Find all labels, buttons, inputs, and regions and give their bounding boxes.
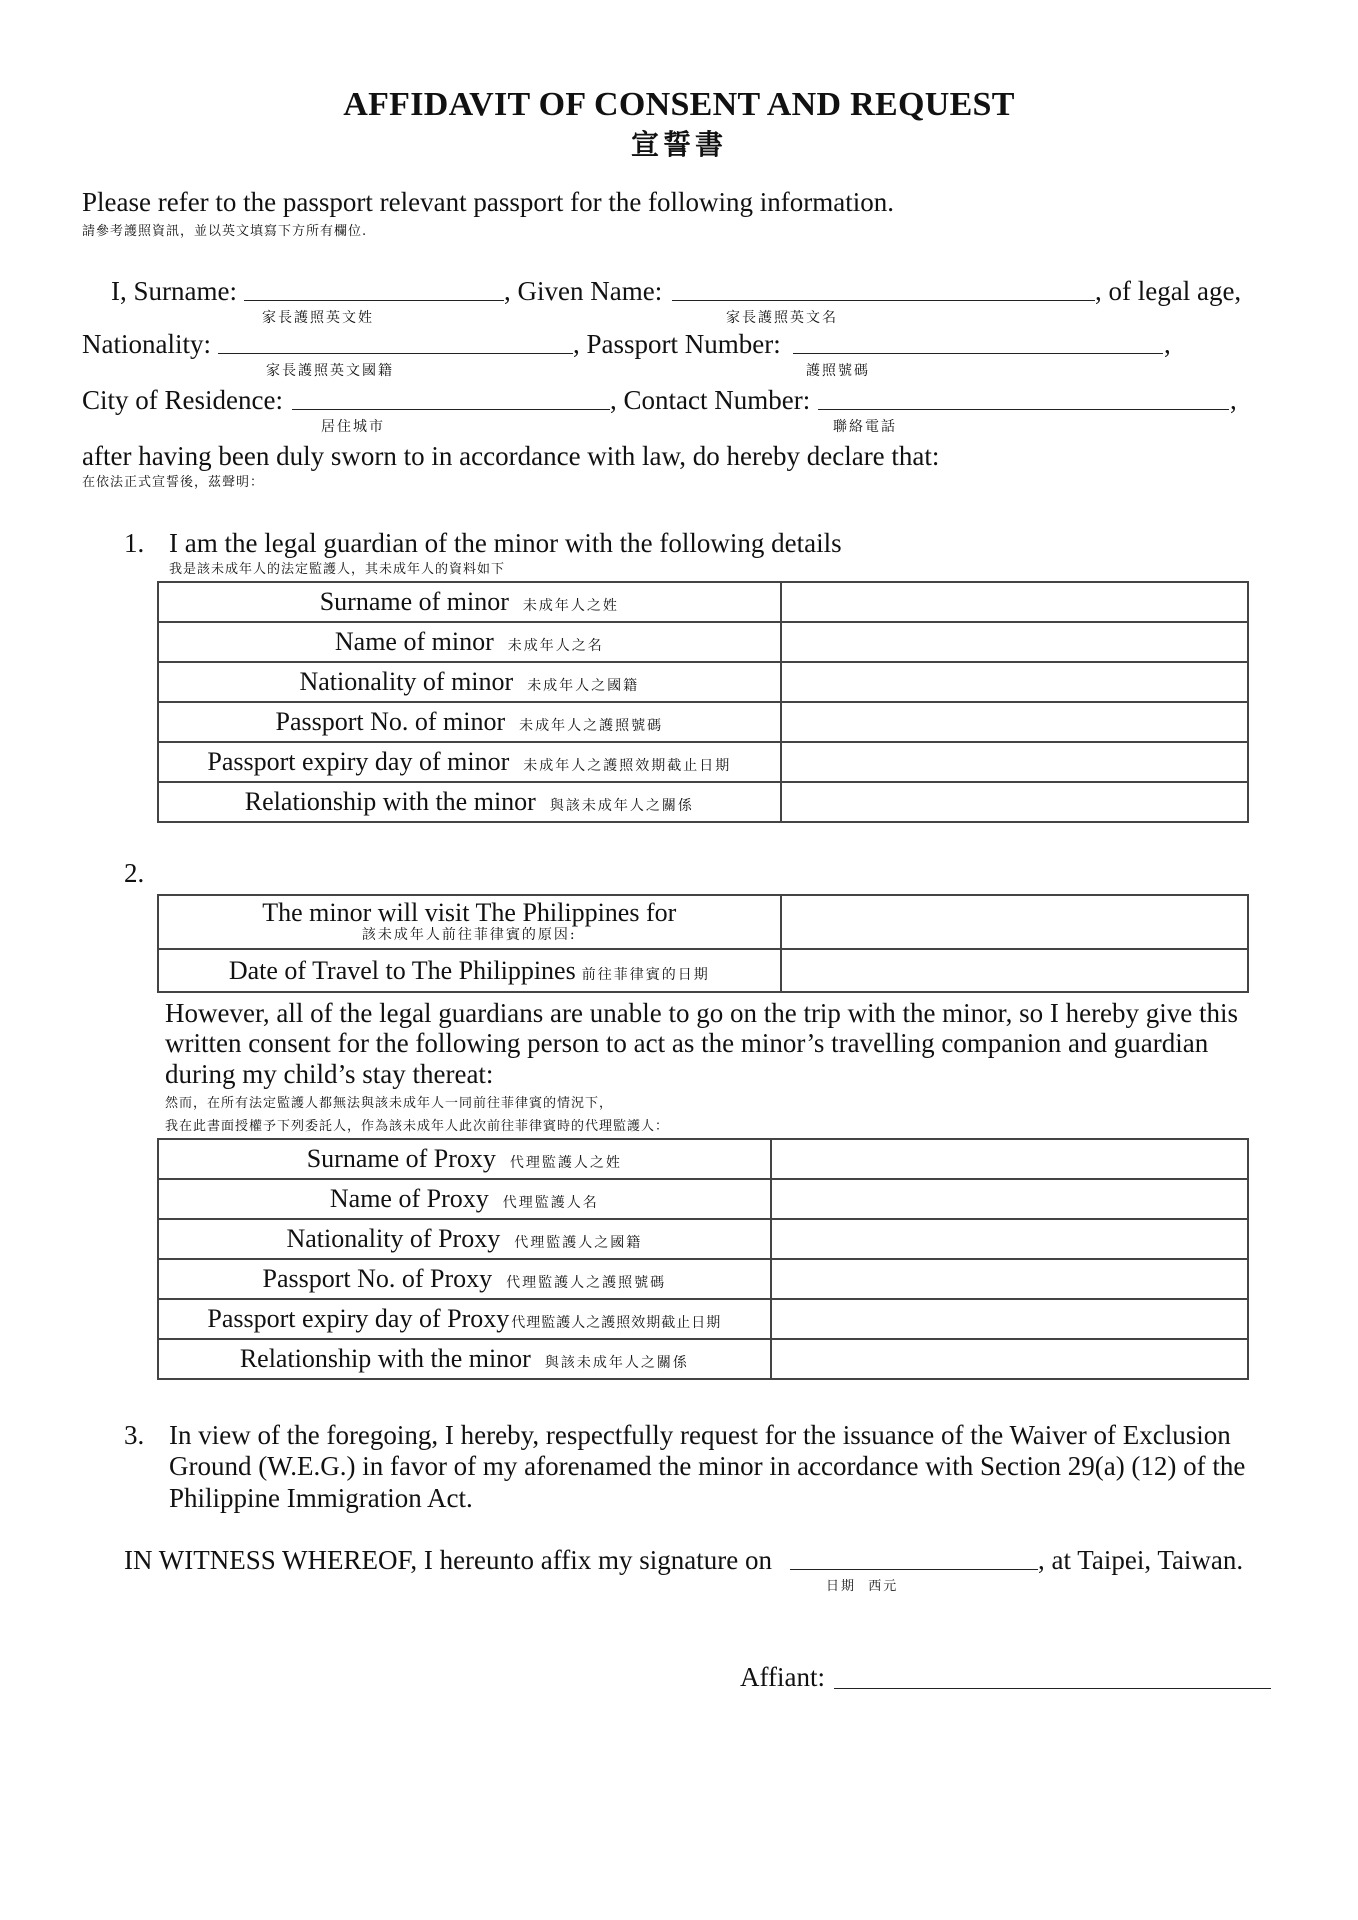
label-en: Nationality of Proxy <box>286 1224 501 1253</box>
affiant-signature-field[interactable] <box>834 1688 1271 1689</box>
label-zh: 與該未成年人之關係 <box>544 1355 689 1371</box>
sworn-statement-zh: 在依法正式宣誓後，茲聲明： <box>82 475 265 490</box>
proxy-relationship-input[interactable] <box>771 1339 1248 1379</box>
witness-place: , at Taipei, Taiwan. <box>1038 1545 1244 1575</box>
affiant-label: Affiant: <box>740 1662 825 1692</box>
label-en: Name of Proxy <box>329 1184 489 1213</box>
given-name-hint: 家長護照英文名 <box>726 310 838 326</box>
instruction-text: Please refer to the passport relevant passport for the following information. <box>82 187 895 217</box>
row-label <box>158 582 781 622</box>
signature-date-hint: 日期 西元 <box>826 1579 899 1594</box>
minor-passport-expiry-input[interactable] <box>781 742 1248 782</box>
row-label <box>158 895 781 949</box>
surname-label: I, Surname: <box>111 276 237 306</box>
label-en: Relationship with the minor <box>244 787 536 816</box>
contact-number-hint: 聯絡電話 <box>833 419 897 435</box>
passport-number-hint: 護照號碼 <box>806 363 870 379</box>
table-row <box>158 782 1248 822</box>
label-en: Passport No. of Proxy <box>262 1264 493 1293</box>
label-en: Passport No. of minor <box>275 707 506 736</box>
table-row <box>158 949 1248 992</box>
section1-text: I am the legal guardian of the minor with the following details <box>169 528 842 558</box>
label-zh: 未成年人之國籍 <box>527 678 640 694</box>
table-row <box>158 622 1248 662</box>
row-label <box>158 622 781 662</box>
given-name-field[interactable] <box>672 300 1095 301</box>
section3-line-1: In view of the foregoing, I hereby, respectfully request for the issuance of the Waiver of Exclusion <box>169 1420 1231 1450</box>
section1-number: 1. <box>124 528 145 558</box>
section2-number: 2. <box>124 858 145 888</box>
city-field[interactable] <box>292 409 610 410</box>
row-label <box>158 1139 771 1179</box>
table-row <box>158 662 1248 702</box>
minor-passport-input[interactable] <box>781 702 1248 742</box>
label-en: Date of Travel to The Philippines <box>228 955 576 985</box>
minor-nationality-input[interactable] <box>781 662 1248 702</box>
city-label: City of Residence: <box>82 385 283 415</box>
label-zh: 代理監護人之國籍 <box>514 1235 643 1251</box>
row-label <box>158 662 781 702</box>
table-row <box>158 742 1248 782</box>
given-name-label: , Given Name: <box>504 276 663 306</box>
nationality-field[interactable] <box>218 353 573 354</box>
proxy-surname-input[interactable] <box>771 1139 1248 1179</box>
proxy-details-table <box>157 1138 1249 1380</box>
sworn-statement: after having been duly sworn to in accordance with law, do hereby declare that: <box>82 441 940 471</box>
table-row <box>158 1339 1248 1379</box>
proxy-passport-input[interactable] <box>771 1259 1248 1299</box>
table-row <box>158 702 1248 742</box>
visit-purpose-input[interactable] <box>781 895 1248 949</box>
row-label <box>158 949 781 992</box>
legal-age-text: , of legal age, <box>1095 276 1242 306</box>
contact-number-field[interactable] <box>818 409 1229 410</box>
label-zh: 代理監護人之姓 <box>509 1155 622 1171</box>
contact-number-label: , Contact Number: <box>610 385 811 415</box>
row-label <box>158 1299 771 1339</box>
consent-paragraph-line-2: written consent for the following person to act as the minor’s travelling companion and guardian <box>165 1028 1209 1058</box>
row-label <box>158 1179 771 1219</box>
surname-hint: 家長護照英文姓 <box>262 310 374 326</box>
document-title-zh: 宣誓書 <box>630 128 727 161</box>
row-label <box>158 702 781 742</box>
document-title: AFFIDAVIT OF CONSENT AND REQUEST <box>343 86 1015 123</box>
travel-date-input[interactable] <box>781 949 1248 992</box>
label-en: Nationality of minor <box>299 667 514 696</box>
consent-paragraph-line-3: during my child’s stay thereat: <box>165 1059 494 1089</box>
label-en: Surname of Proxy <box>306 1144 496 1173</box>
label-en: The minor will visit The Philippines for <box>262 898 677 927</box>
table-row <box>158 582 1248 622</box>
row-label <box>158 1259 771 1299</box>
label-zh: 代理監護人名 <box>502 1195 599 1211</box>
label-en: Surname of minor <box>319 587 509 616</box>
section3-line-2: Ground (W.E.G.) in favor of my aforenamed the minor in accordance with Section 29(a) (12) of the <box>169 1451 1246 1481</box>
table-row <box>158 1139 1248 1179</box>
table-row <box>158 1179 1248 1219</box>
label-zh: 未成年人之護照效期截止日期 <box>523 758 732 774</box>
table-row <box>158 1259 1248 1299</box>
label-zh: 該未成年人前往菲律賓的原因: <box>361 927 577 943</box>
consent-paragraph-zh-line-2: 我在此書面授權予下列委託人，作為該未成年人此次前往菲律賓時的代理監護人： <box>165 1119 670 1134</box>
label-zh: 前往菲律賓的日期 <box>581 966 710 983</box>
label-zh: 未成年人之姓 <box>522 598 619 614</box>
label-en: Name of minor <box>334 627 494 656</box>
label-zh: 代理監護人之護照效期截止日期 <box>511 1315 722 1331</box>
section3-line-3: Philippine Immigration Act. <box>169 1483 473 1513</box>
surname-field[interactable] <box>244 300 504 301</box>
contact-comma: , <box>1230 385 1237 415</box>
consent-paragraph-line-1: However, all of the legal guardians are unable to go on the trip with the minor, so I hereby give this <box>165 998 1239 1028</box>
label-zh: 未成年人之護照號碼 <box>519 718 664 734</box>
proxy-name-input[interactable] <box>771 1179 1248 1219</box>
label-zh: 與該未成年人之關係 <box>549 798 694 814</box>
label-zh: 代理監護人之護照號碼 <box>506 1275 667 1291</box>
city-hint: 居住城市 <box>321 419 385 435</box>
witness-text: IN WITNESS WHEREOF, I hereunto affix my signature on <box>124 1545 772 1575</box>
table-row <box>158 895 1248 949</box>
row-label <box>158 1339 771 1379</box>
instruction-text-zh: 請參考護照資訊，並以英文填寫下方所有欄位. <box>82 224 368 239</box>
row-label <box>158 1219 771 1259</box>
signature-date-field[interactable] <box>790 1569 1038 1570</box>
passport-number-field[interactable] <box>793 353 1163 354</box>
table-row <box>158 1219 1248 1259</box>
row-label <box>158 782 781 822</box>
label-en: Relationship with the minor <box>239 1344 531 1373</box>
nationality-label: Nationality: <box>82 329 211 359</box>
passport-number-label: , Passport Number: <box>573 329 781 359</box>
label-en: Passport expiry day of Proxy <box>207 1304 510 1333</box>
row-label <box>158 742 781 782</box>
minor-relationship-input[interactable] <box>781 782 1248 822</box>
proxy-nationality-input[interactable] <box>771 1219 1248 1259</box>
label-zh: 未成年人之名 <box>507 638 604 654</box>
minor-surname-input[interactable] <box>781 582 1248 622</box>
nationality-hint: 家長護照英文國籍 <box>266 363 394 379</box>
minor-details-table <box>157 581 1249 823</box>
label-en: Passport expiry day of minor <box>207 747 510 776</box>
consent-paragraph-zh-line-1: 然而，在所有法定監護人都無法與該未成年人一同前往菲律賓的情況下， <box>165 1096 614 1111</box>
minor-name-input[interactable] <box>781 622 1248 662</box>
proxy-passport-expiry-input[interactable] <box>771 1299 1248 1339</box>
section3-number: 3. <box>124 1420 145 1450</box>
passport-comma: , <box>1164 329 1171 359</box>
travel-details-table <box>157 894 1249 993</box>
section1-text-zh: 我是該未成年人的法定監護人，其未成年人的資料如下 <box>169 562 506 577</box>
table-row <box>158 1299 1248 1339</box>
